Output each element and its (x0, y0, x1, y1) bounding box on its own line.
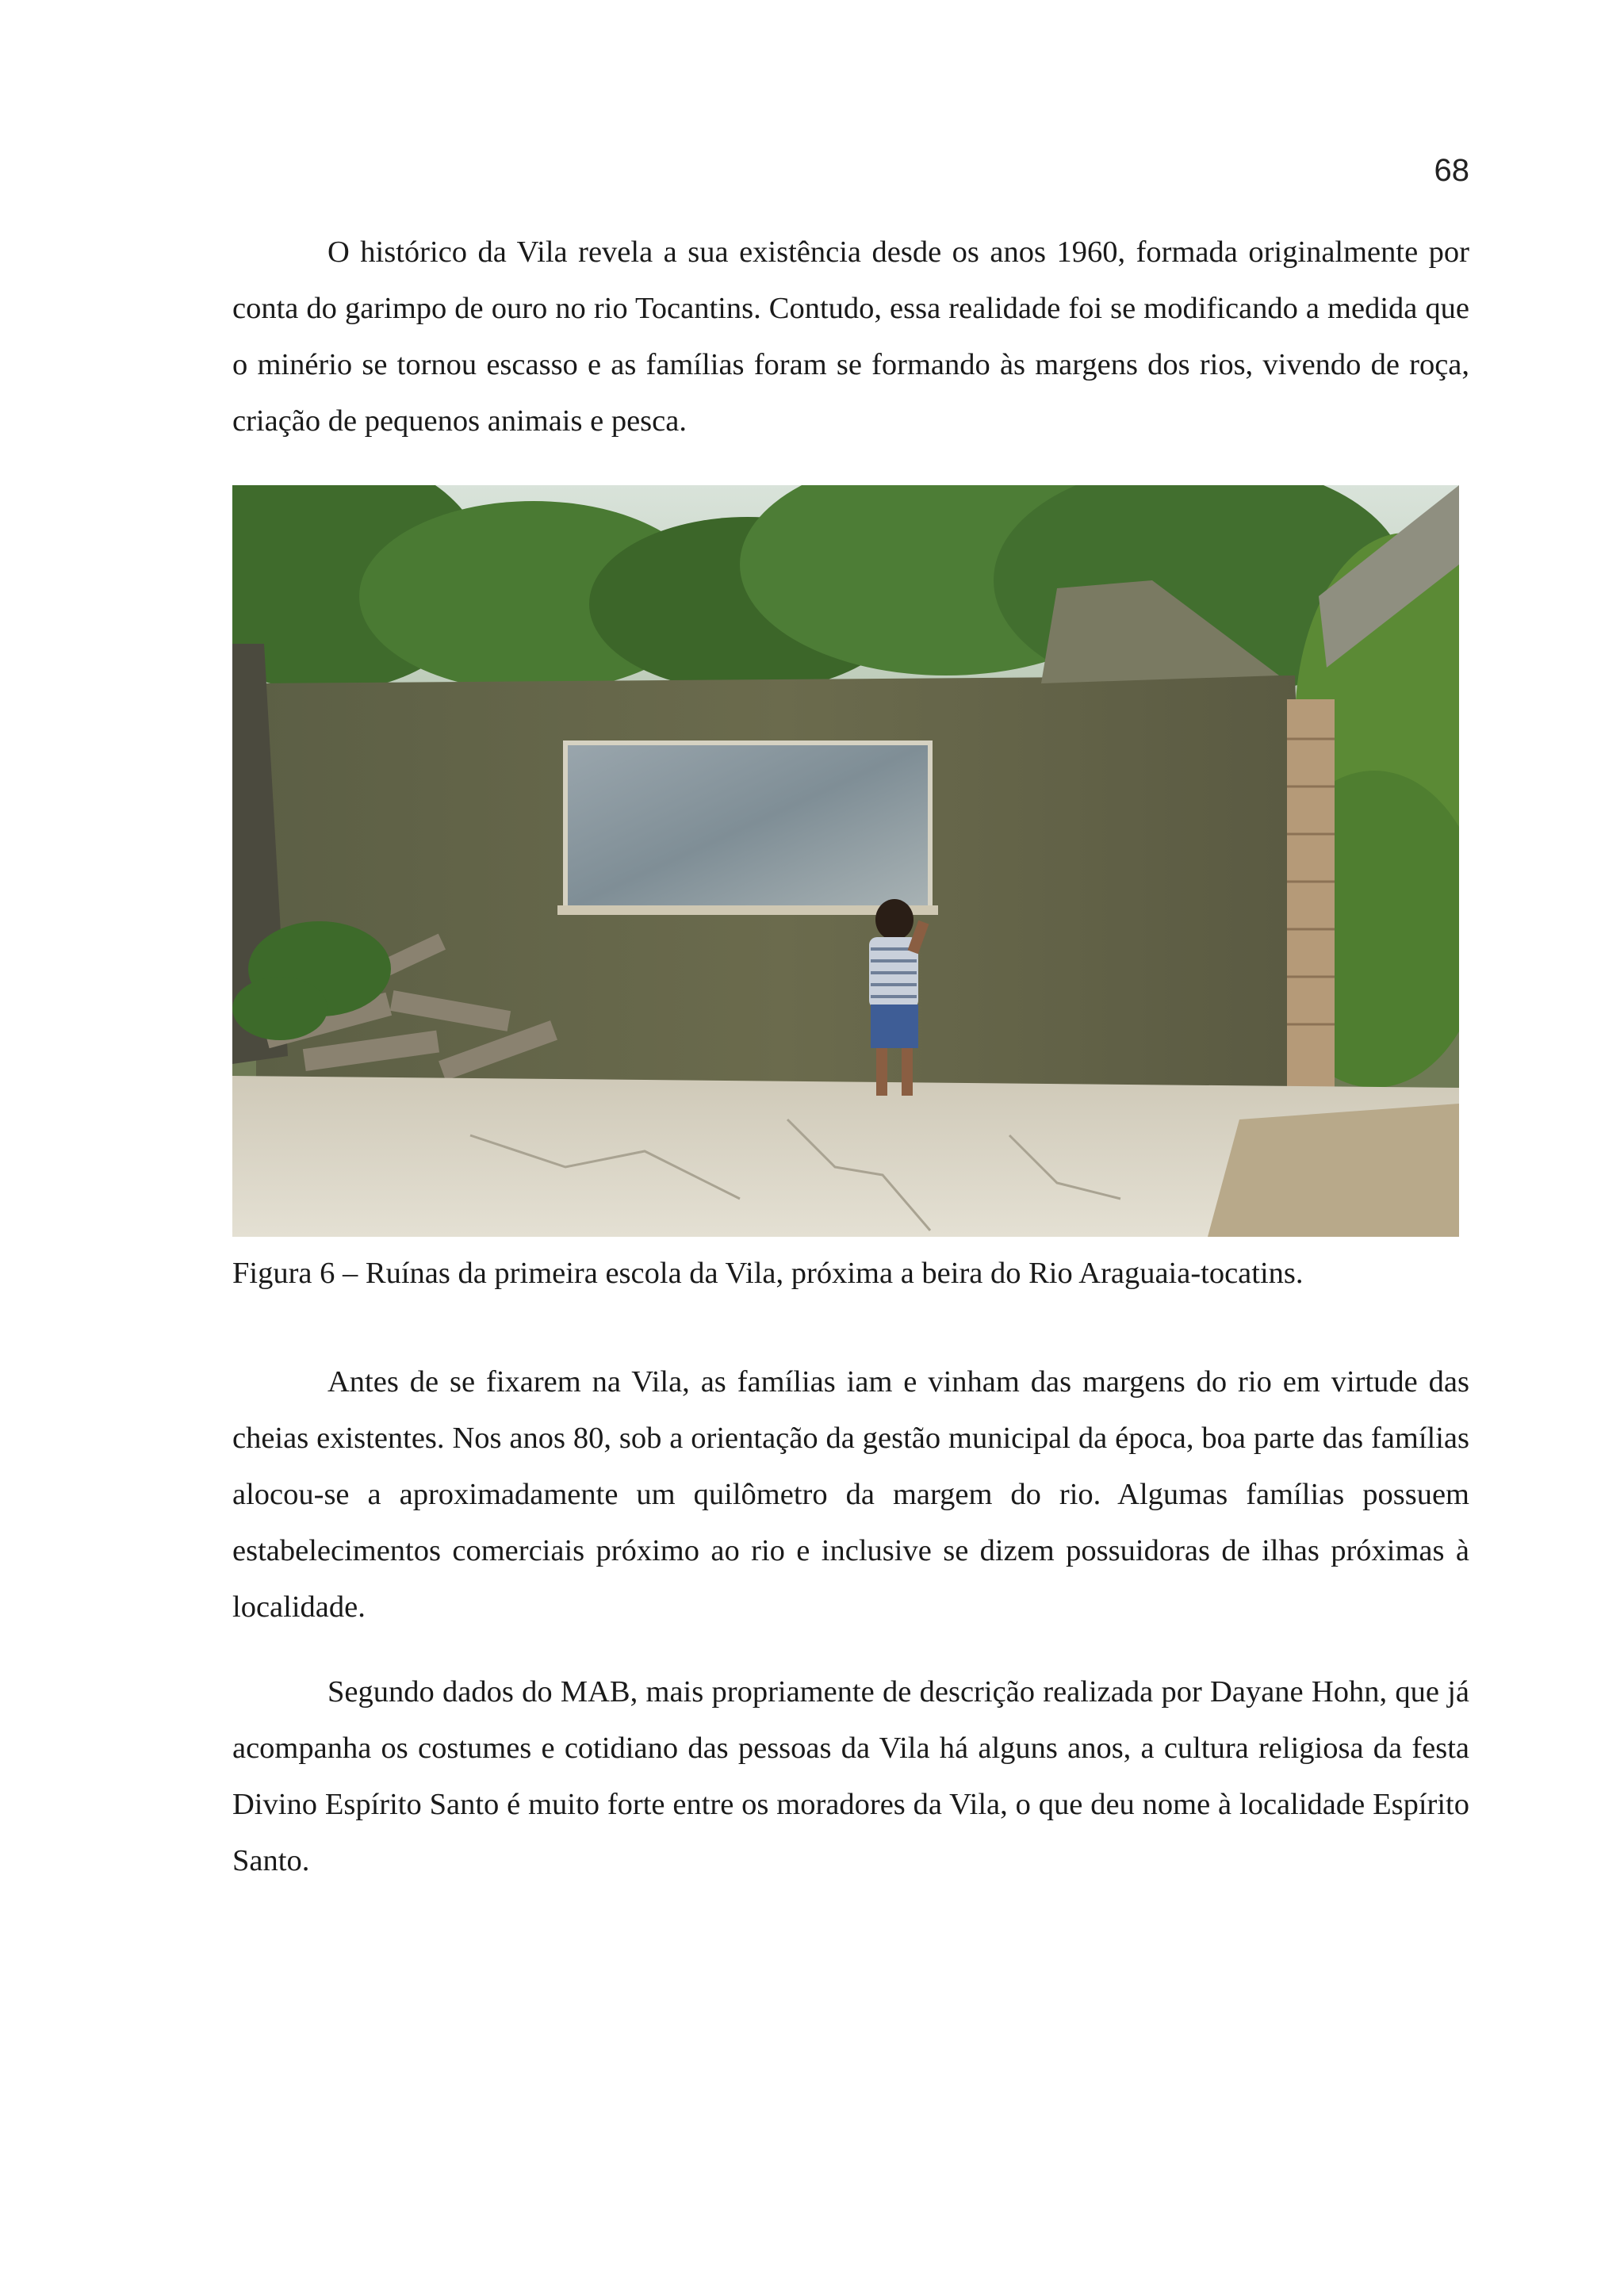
school-ruins-photo (232, 485, 1459, 1237)
paragraph-3 (232, 1664, 1469, 1889)
page-number: 68 (1434, 153, 1469, 188)
figure-caption: Figura 6 – Ruínas da primeira escola da Vila, próxima a beira do Rio Araguaia-tocatins. (232, 1257, 1304, 1290)
paragraph-1-text: O histórico da Vila revela a sua existência desde os anos 1960, formada originalmente por conta do garimpo de ouro no rio Tocantins. Contudo, essa realidade foi se modificando a medida que o minério se tornou escasso e as famílias foram se formando às margens dos rios, vivendo de roça, criação de pequenos animais e pesca. (232, 235, 1469, 438)
paragraph-3-text: Segundo dados do MAB, mais propriamente de descrição realizada por Dayane Hohn, que já acompanha os costumes e cotidiano das pessoas da Vila há alguns anos, a cultura religiosa da festa Divino Espírito Santo é muito forte entre os moradores da Vila, o que deu nome à localidade Espírito Santo. (232, 1675, 1469, 1877)
figure-photo-school-ruins (232, 485, 1459, 1237)
dirt-path (1208, 1104, 1459, 1237)
paragraph-2-text: Antes de se fixarem na Vila, as famílias iam e vinham das margens do rio em virtude das cheias existentes. Nos anos 80, sob a orientação da gestão municipal da época, boa parte das famílias alocou-se a aproximadamente um quilômetro da margem do rio. Algumas famílias possuem estabelecimentos comerciais próximo ao rio e inclusive se dizem possuidoras de ilhas próximas à localidade. (232, 1365, 1469, 1624)
chalkboard (565, 743, 930, 909)
brick-pillar (1287, 699, 1335, 1112)
paragraph-1 (232, 224, 1469, 450)
paragraph-2 (232, 1354, 1469, 1636)
